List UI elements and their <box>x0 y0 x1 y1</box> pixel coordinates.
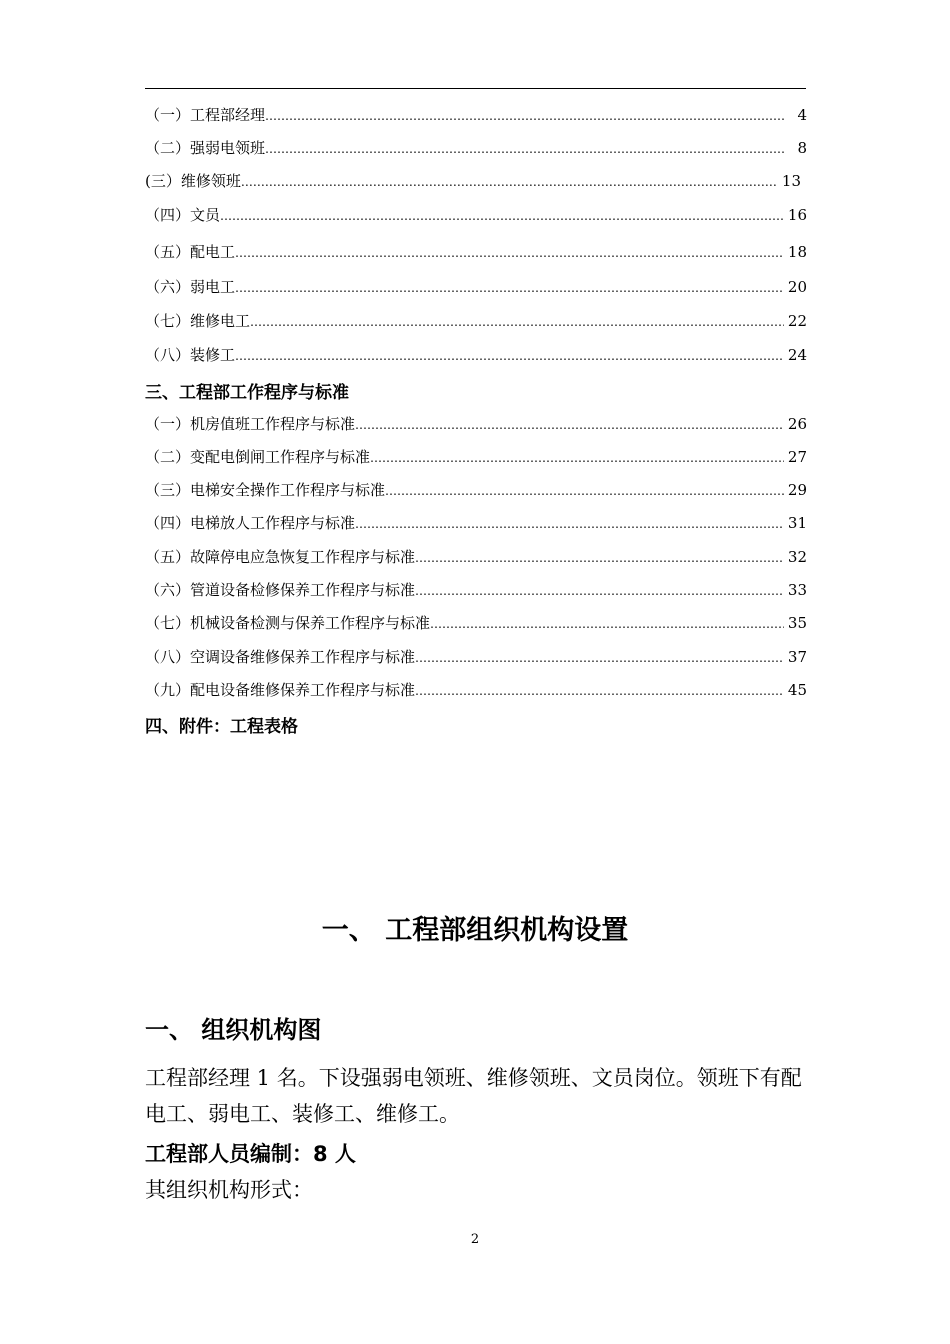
toc-entry[interactable] <box>145 170 801 190</box>
toc-entry-page: 45 <box>787 681 807 699</box>
toc-entry-page: 32 <box>787 548 807 566</box>
toc-entry-label: （八）装修工 <box>145 346 236 364</box>
toc-entry[interactable] <box>145 612 807 632</box>
toc-entry-label: （九）配电设备维修保养工作程序与标准 <box>145 681 416 699</box>
toc-entry[interactable] <box>145 546 807 566</box>
toc-entry-label: （六）管道设备检修保养工作程序与标准 <box>145 581 416 599</box>
toc-entry[interactable] <box>145 579 807 599</box>
toc-entry-label: （五）配电工 <box>145 243 236 261</box>
toc-entry-label: （一）工程部经理 <box>145 106 266 124</box>
toc-entry-label: （七）机械设备检测与保养工作程序与标准 <box>145 614 431 632</box>
toc-entry-page: 27 <box>787 448 807 466</box>
toc-leader-dots <box>220 209 784 223</box>
toc-entry-page: 29 <box>787 481 807 499</box>
toc-entry[interactable] <box>145 646 807 666</box>
toc-entry[interactable] <box>145 679 807 699</box>
toc-entry-page: 8 <box>797 139 807 157</box>
toc-entry-label: （六）弱电工 <box>145 278 236 296</box>
toc-entry-page: 37 <box>787 648 807 666</box>
toc-entry-label: （四）文员 <box>145 206 221 224</box>
toc-entry-page: 20 <box>787 278 807 296</box>
toc-entry-page: 18 <box>787 243 807 261</box>
toc-entry-page: 26 <box>787 415 807 433</box>
toc-entry[interactable] <box>145 512 807 532</box>
toc-leader-dots <box>385 484 784 498</box>
toc-entry[interactable] <box>145 104 807 124</box>
toc-entry-label: （八）空调设备维修保养工作程序与标准 <box>145 648 416 666</box>
toc-entry[interactable] <box>145 241 807 261</box>
toc-entry-label: （二）变配电倒闸工作程序与标准 <box>145 448 371 466</box>
toc-leader-dots <box>370 451 784 465</box>
toc-entry-page: 35 <box>787 614 807 632</box>
toc-leader-dots <box>430 617 784 631</box>
page-number: 2 <box>470 1232 480 1247</box>
toc-leader-dots <box>415 551 784 565</box>
toc-leader-dots <box>265 142 785 156</box>
toc-entry-label: （三）电梯安全操作工作程序与标准 <box>145 481 386 499</box>
toc-entry-page: 16 <box>787 206 807 224</box>
body-paragraph: 工程部经理 1 名。下设强弱电领班、维修领班、文员岗位。领班下有配电工、弱电工、装修工、维修工。 <box>145 1066 802 1126</box>
toc-entry[interactable] <box>145 479 807 499</box>
toc-entry-page: 31 <box>787 514 807 532</box>
toc-entry-label: （一）机房值班工作程序与标准 <box>145 415 356 433</box>
org-form-line: 其组织机构形式： <box>145 1178 313 1202</box>
toc-entry[interactable] <box>145 344 807 364</box>
toc-heading-procedures[interactable]: 三、工程部工作程序与标准 <box>145 383 349 403</box>
toc-entry-label: (三）维修领班 <box>145 172 241 190</box>
toc-leader-dots <box>265 109 785 123</box>
toc-entry-page: 33 <box>787 581 807 599</box>
toc-heading-appendix[interactable]: 四、附件：工程表格 <box>145 717 298 737</box>
toc-leader-dots <box>241 175 778 189</box>
toc-leader-dots <box>235 281 784 295</box>
toc-entry-page: 13 <box>781 172 801 190</box>
toc-entry[interactable] <box>145 310 807 330</box>
toc-leader-dots <box>415 684 784 698</box>
toc-entry-label: （二）强弱电领班 <box>145 139 266 157</box>
toc-entry[interactable] <box>145 413 807 433</box>
toc-leader-dots <box>415 584 784 598</box>
toc-leader-dots <box>235 349 784 363</box>
toc-entry-label: （七）维修电工 <box>145 312 251 330</box>
chapter-title: 一、 工程部组织机构设置 <box>321 915 629 946</box>
staffing-line: 工程部人员编制：8 人 <box>145 1142 356 1166</box>
toc-entry-label: （五）故障停电应急恢复工作程序与标准 <box>145 548 416 566</box>
section-title: 一、 组织机构图 <box>145 1016 322 1044</box>
header-rule <box>145 88 806 89</box>
toc-entry-label: （四）电梯放人工作程序与标准 <box>145 514 356 532</box>
toc-leader-dots <box>250 315 784 329</box>
toc-entry[interactable] <box>145 276 807 296</box>
toc-leader-dots <box>355 418 784 432</box>
toc-entry[interactable] <box>145 446 807 466</box>
toc-leader-dots <box>355 517 784 531</box>
toc-entry-page: 24 <box>787 346 807 364</box>
toc-entry[interactable] <box>145 137 807 157</box>
toc-entry[interactable] <box>145 204 807 224</box>
toc-entry-page: 4 <box>797 106 807 124</box>
toc-entry-page: 22 <box>787 312 807 330</box>
toc-leader-dots <box>235 246 784 260</box>
toc-leader-dots <box>415 651 784 665</box>
